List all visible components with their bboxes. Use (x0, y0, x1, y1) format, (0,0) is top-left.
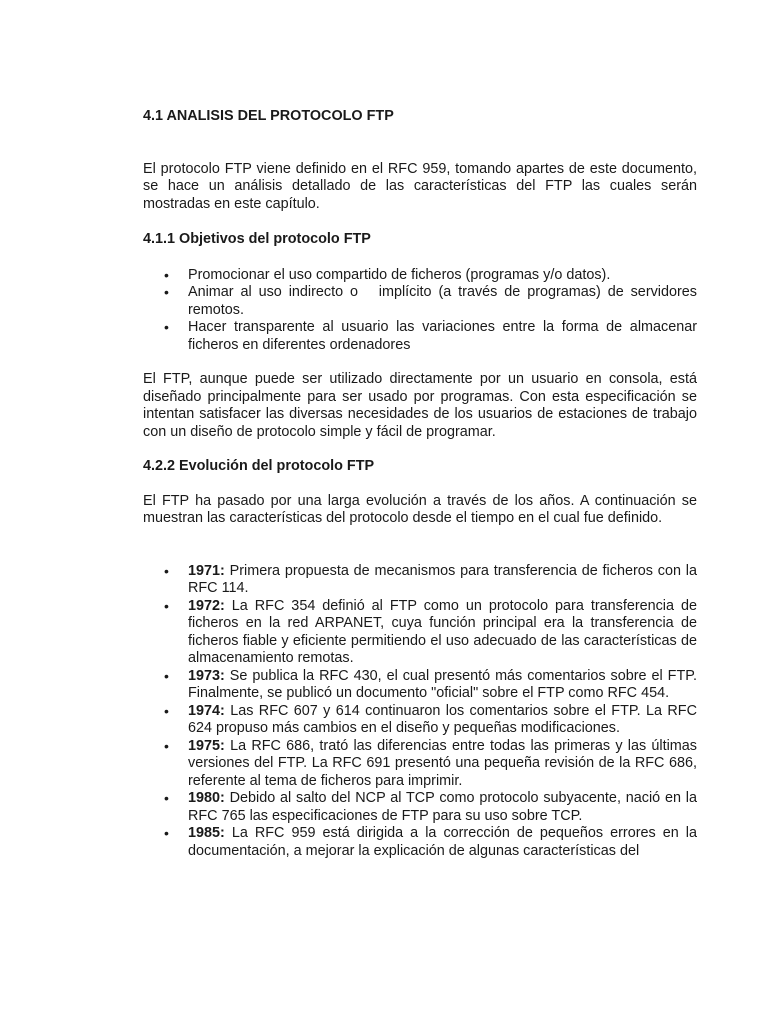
list-item (143, 703, 697, 738)
bullet-icon: • (164, 702, 169, 719)
list-item (143, 668, 697, 703)
objectives-list (143, 266, 701, 355)
year-label: 1974: (188, 702, 225, 719)
bullet-icon: • (164, 562, 169, 579)
intro-paragraph: El protocolo FTP viene definido en el RFC 959, tomando apartes de este documento, se hace un análisis detallado de las características del FTP las cuales serán mostradas en este capítulo. (143, 160, 697, 212)
list-item (143, 319, 697, 354)
evolution-item-text: Primera propuesta de mecanismos para transferencia de ficheros con la RFC 114. (188, 562, 697, 596)
evolution-item-text: La RFC 354 definió al FTP como un protocolo para transferencia de ficheros en la red ARPANET, cuya función principal era la transferencia de ficheros fiable y eficiente permitiendo el uso adecuado de las características de almacenamiento remotas. (188, 597, 697, 666)
objective-text: Hacer transparente al usuario las variaciones entre la forma de almacenar ficheros en diferentes ordenadores (188, 319, 697, 353)
year-label: 1980: (188, 790, 225, 806)
evolution-item-text: La RFC 959 está dirigida a la corrección de pequeños errores en la documentación, a mejorar la explicación de algunas características del (188, 825, 697, 859)
list-item (143, 563, 697, 598)
list-item (143, 284, 701, 319)
bullet-icon: • (164, 284, 169, 300)
bullet-icon: • (164, 825, 169, 841)
year-label: 1975: (188, 737, 225, 754)
bullet-icon: • (164, 266, 169, 283)
bullet-icon: • (164, 319, 169, 335)
objectives-paragraph: El FTP, aunque puede ser utilizado directamente por un usuario en consola, está diseñado principalmente para ser usado por programas. Con esta especificación se intentan satisfacer las diversas necesidades de los usuarios de estaciones de trabajo con un diseño de protocolo simple y fácil de programar. (143, 371, 697, 440)
bullet-icon: • (164, 790, 169, 806)
evolution-item-text: La RFC 686, trató las diferencias entre todas las primeras y las últimas versiones del FTP. La RFC 691 presentó una pequeña revisión de la RFC 686, referente al tema de ficheros para imprimir. (188, 737, 697, 789)
evolution-item-text: Se publica la RFC 430, el cual presentó más comentarios sobre el FTP. Finalmente, se publicó un documento "oficial" sobre el FTP como RFC 454. (188, 667, 697, 701)
bullet-icon: • (164, 597, 169, 614)
section-title: 4.1 ANALISIS DEL PROTOCOLO FTP (143, 108, 394, 124)
evolution-list (143, 563, 697, 861)
list-item (143, 825, 697, 860)
year-label: 1985: (188, 825, 225, 841)
objective-text: Animar al uso indirecto o implícito (a través de programas) de servidores remotos. (188, 284, 701, 318)
bullet-icon: • (164, 737, 169, 754)
document-body (143, 108, 701, 860)
year-label: 1972: (188, 597, 225, 614)
year-label: 1971: (188, 562, 225, 579)
evolution-item-text: Debido al salto del NCP al TCP como protocolo subyacente, nació en la RFC 765 las especificaciones de FTP para su uso sobre TCP. (188, 790, 697, 824)
evolution-item-text: Las RFC 607 y 614 continuaron los comentarios sobre el FTP. La RFC 624 propuso más cambios en el diseño y pequeñas modificaciones. (188, 702, 697, 736)
list-item (143, 598, 697, 668)
evolution-paragraph: El FTP ha pasado por una larga evolución a través de los años. A continuación se muestran las características del protocolo desde el tiempo en el cual fue definido. (143, 492, 697, 526)
year-label: 1973: (188, 667, 225, 684)
evolution-heading: 4.2.2 Evolución del protocolo FTP (143, 458, 375, 474)
objective-text: Promocionar el uso compartido de ficheros (programas y/o datos). (188, 266, 611, 283)
objectives-heading: 4.1.1 Objetivos del protocolo FTP (143, 231, 371, 247)
list-item (143, 790, 697, 825)
bullet-icon: • (164, 667, 169, 684)
list-item (143, 267, 697, 285)
list-item (143, 738, 697, 791)
